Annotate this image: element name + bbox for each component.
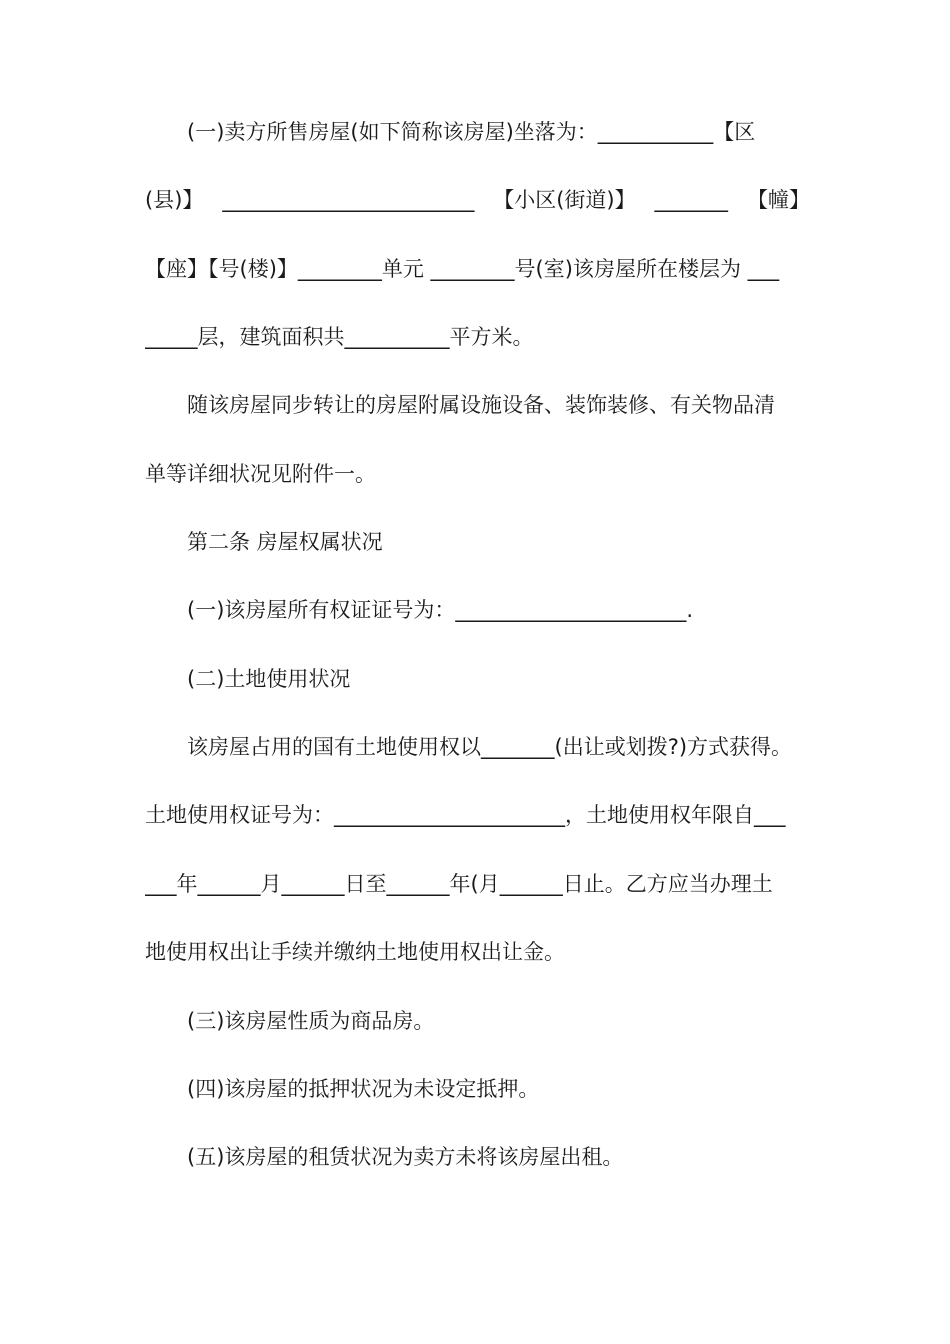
text-line: 地使用权出让手续并缴纳土地使用权出让金。: [145, 940, 565, 964]
text-line: 该房屋占用的国有土地使用权以_______(出让或划拨?)方式获得。: [187, 735, 793, 759]
text-segment: (县)】: [145, 188, 204, 212]
text-segment: _______: [654, 188, 729, 212]
text-line: (二)土地使用状况: [187, 667, 351, 691]
text-line: 单等详细状况见附件一。: [145, 462, 376, 486]
text-line: 随该房屋同步转让的房屋附属设施设备、装饰装修、有关物品清: [187, 393, 775, 417]
text-segment: 【幢】: [746, 188, 810, 212]
text-line: (四)该房屋的抵押状况为未设定抵押。: [187, 1077, 540, 1101]
text-line: (三)该房屋性质为商品房。: [187, 1009, 435, 1033]
text-segment: 【小区(街道)】: [493, 188, 636, 212]
text-line: (五)该房屋的租赁状况为卖方未将该房屋出租。: [187, 1145, 624, 1169]
text-line: _____层，建筑面积共__________平方米。: [145, 325, 534, 349]
text-line: 【座】【号(楼)】________单元 ________号(室)该房屋所在楼层为 ___: [145, 257, 780, 281]
text-line: (一)卖方所售房屋(如下简称该房屋)坐落为：___________【区: [187, 120, 756, 144]
text-line: [145, 185, 810, 215]
section-heading: 第二条 房屋权属状况: [187, 530, 383, 554]
text-line: 土地使用权证号为：______________________，土地使用权年限自___: [145, 803, 786, 827]
text-line: ___年______月______日至______年(月______日止。乙方应当办理土: [145, 872, 773, 896]
text-line: (一)该房屋所有权证证号为：______________________.: [187, 598, 694, 622]
text-segment: ________________________: [222, 188, 475, 212]
